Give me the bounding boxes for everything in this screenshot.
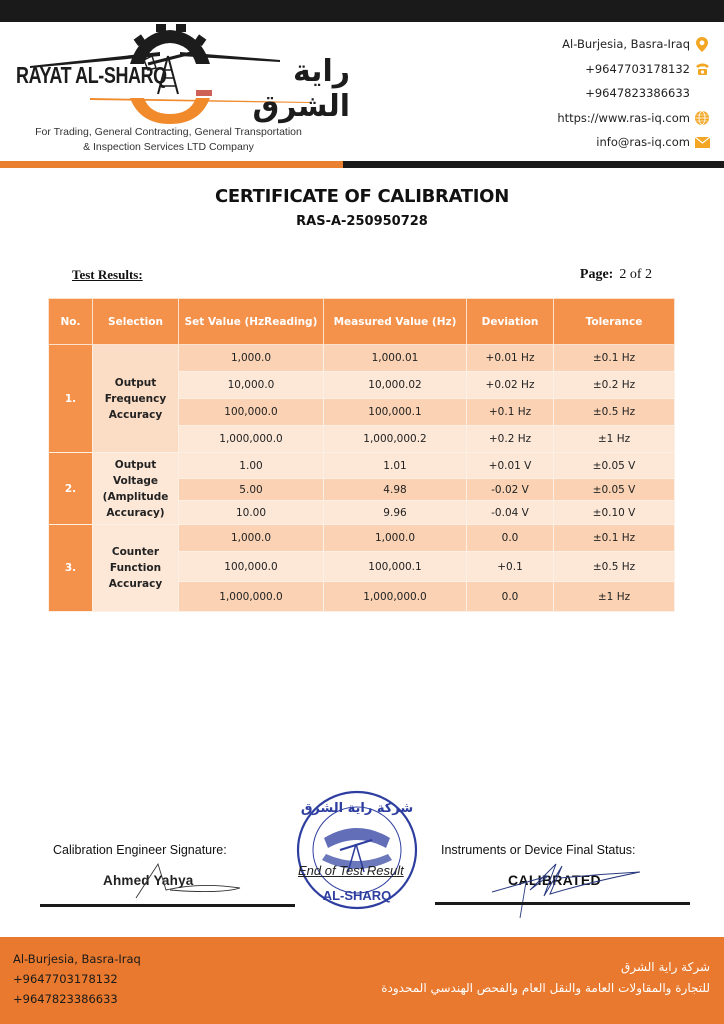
status-signature-line bbox=[435, 902, 690, 905]
measured-value: 100,000.1 bbox=[324, 399, 467, 426]
deviation: +0.1 Hz bbox=[467, 399, 554, 426]
tagline-line-1: For Trading, General Contracting, General Transportation bbox=[35, 126, 302, 138]
final-status-value: CALIBRATED bbox=[508, 872, 601, 888]
group-selection: Output Frequency Accuracy bbox=[93, 345, 179, 453]
measured-value: 4.98 bbox=[324, 479, 467, 501]
page-indicator bbox=[580, 267, 652, 283]
table-row bbox=[49, 345, 675, 372]
deviation: +0.02 Hz bbox=[467, 372, 554, 399]
table-row bbox=[49, 525, 675, 552]
engineer-name: Ahmed Yahya bbox=[103, 873, 194, 888]
telephone-icon bbox=[694, 61, 710, 77]
group-number: 1. bbox=[49, 345, 93, 453]
footer-phone-1[interactable]: +9647703178132 bbox=[13, 972, 118, 986]
logo-company-name-en: RAYAT AL-SHARQ bbox=[16, 62, 167, 88]
company-tagline bbox=[16, 125, 321, 155]
tolerance: ±0.1 Hz bbox=[554, 525, 675, 552]
test-results-heading: Test Results: bbox=[72, 267, 143, 282]
email-link[interactable]: info@ras-iq.com bbox=[596, 135, 690, 150]
page-label: Page: bbox=[579, 267, 614, 282]
footer-arabic-line-1: شركة راية الشرق bbox=[621, 960, 710, 974]
header-measured-value: Measured Value (Hz) bbox=[324, 299, 467, 345]
footer-arabic-company bbox=[381, 957, 710, 999]
header-no: No. bbox=[49, 299, 93, 345]
contact-phone-1 bbox=[557, 57, 710, 82]
measured-value: 10,000.02 bbox=[324, 372, 467, 399]
deviation: +0.01 V bbox=[467, 453, 554, 479]
measured-value: 1,000.0 bbox=[324, 525, 467, 552]
set-value: 10.00 bbox=[179, 501, 324, 525]
measured-value: 100,000.1 bbox=[324, 552, 467, 582]
deviation: -0.02 V bbox=[467, 479, 554, 501]
set-value: 1,000.0 bbox=[179, 525, 324, 552]
set-value: 1,000.0 bbox=[179, 345, 324, 372]
engineer-signature-scribble-icon bbox=[130, 860, 245, 900]
deviation: +0.2 Hz bbox=[467, 426, 554, 453]
measured-value: 1,000,000.0 bbox=[324, 582, 467, 612]
deviation: 0.0 bbox=[467, 525, 554, 552]
tolerance: ±0.10 V bbox=[554, 501, 675, 525]
measured-value: 1.01 bbox=[324, 453, 467, 479]
set-value: 5.00 bbox=[179, 479, 324, 501]
header-divider-orange bbox=[0, 161, 343, 168]
header-deviation: Deviation bbox=[467, 299, 554, 345]
contact-info bbox=[557, 32, 710, 155]
header-divider-black bbox=[343, 161, 724, 168]
tolerance: ±0.5 Hz bbox=[554, 552, 675, 582]
certificate-title: CERTIFICATE OF CALIBRATION bbox=[215, 186, 509, 207]
footer-contact bbox=[13, 949, 141, 1009]
page-value: 2 of 2 bbox=[619, 267, 652, 282]
group-selection: Output Voltage (Amplitude Accuracy) bbox=[93, 453, 179, 525]
stamp-english-text: AL-SHARQ bbox=[322, 888, 392, 903]
phone-2-text[interactable]: +9647823386633 bbox=[585, 86, 690, 101]
measured-value: 9.96 bbox=[324, 501, 467, 525]
measured-value: 1,000.01 bbox=[324, 345, 467, 372]
measured-value: 1,000,000.2 bbox=[324, 426, 467, 453]
set-value: 1,000,000.0 bbox=[179, 582, 324, 612]
phone-1-text[interactable]: +9647703178132 bbox=[585, 61, 690, 76]
location-pin-icon bbox=[694, 36, 710, 52]
final-status-label: Instruments or Device Final Status: bbox=[441, 843, 636, 857]
end-of-test-result: End of Test Result bbox=[298, 863, 404, 878]
logo-company-name-ar: راية الشرق bbox=[252, 54, 350, 124]
header-set-value: Set Value (HzReading) bbox=[179, 299, 324, 345]
engineer-signature-line bbox=[40, 904, 295, 907]
contact-email bbox=[557, 130, 710, 155]
group-selection: Counter Function Accuracy bbox=[93, 525, 179, 612]
stamp-arabic-text: شركة راية الشرق bbox=[300, 801, 414, 816]
tolerance: ±0.05 V bbox=[554, 479, 675, 501]
footer-arabic-line-2: للتجارة والمقاولات العامة والنقل العام والفحص الهندسي المحدودة bbox=[381, 981, 710, 995]
table-row bbox=[49, 453, 675, 479]
group-number: 2. bbox=[49, 453, 93, 525]
footer-address: Al-Burjesia, Basra-Iraq bbox=[13, 952, 141, 966]
group-number: 3. bbox=[49, 525, 93, 612]
set-value: 1.00 bbox=[179, 453, 324, 479]
envelope-icon bbox=[694, 134, 710, 150]
website-link[interactable]: https://www.ras-iq.com bbox=[557, 110, 690, 125]
set-value: 10,000.0 bbox=[179, 372, 324, 399]
set-value: 1,000,000.0 bbox=[179, 426, 324, 453]
tolerance: ±0.1 Hz bbox=[554, 345, 675, 372]
set-value: 100,000.0 bbox=[179, 552, 324, 582]
deviation: 0.0 bbox=[467, 582, 554, 612]
deviation: -0.04 V bbox=[467, 501, 554, 525]
tolerance: ±0.05 V bbox=[554, 453, 675, 479]
company-logo bbox=[10, 24, 350, 154]
certificate-number: RAS-A-250950728 bbox=[296, 214, 428, 229]
status-signature-scribble-icon bbox=[490, 860, 650, 920]
header-selection: Selection bbox=[93, 299, 179, 345]
address-text: Al-Burjesia, Basra-Iraq bbox=[562, 37, 690, 52]
contact-address bbox=[557, 32, 710, 57]
calibration-results-table bbox=[48, 298, 675, 612]
company-stamp-icon bbox=[296, 790, 418, 910]
tolerance: ±1 Hz bbox=[554, 426, 675, 453]
tolerance: ±0.2 Hz bbox=[554, 372, 675, 399]
set-value: 100,000.0 bbox=[179, 399, 324, 426]
deviation: +0.01 Hz bbox=[467, 345, 554, 372]
footer-phone-2[interactable]: +9647823386633 bbox=[13, 992, 118, 1006]
contact-website bbox=[557, 106, 710, 131]
header-tolerance: Tolerance bbox=[554, 299, 675, 345]
table-header-row bbox=[49, 299, 675, 345]
engineer-signature-label: Calibration Engineer Signature: bbox=[53, 843, 227, 857]
deviation: +0.1 bbox=[467, 552, 554, 582]
tagline-line-2: & Inspection Services LTD Company bbox=[83, 141, 254, 153]
top-black-bar bbox=[0, 0, 724, 22]
footer-bar bbox=[0, 937, 724, 1024]
globe-icon bbox=[694, 110, 710, 126]
tolerance: ±0.5 Hz bbox=[554, 399, 675, 426]
contact-phone-2 bbox=[557, 81, 710, 106]
tolerance: ±1 Hz bbox=[554, 582, 675, 612]
